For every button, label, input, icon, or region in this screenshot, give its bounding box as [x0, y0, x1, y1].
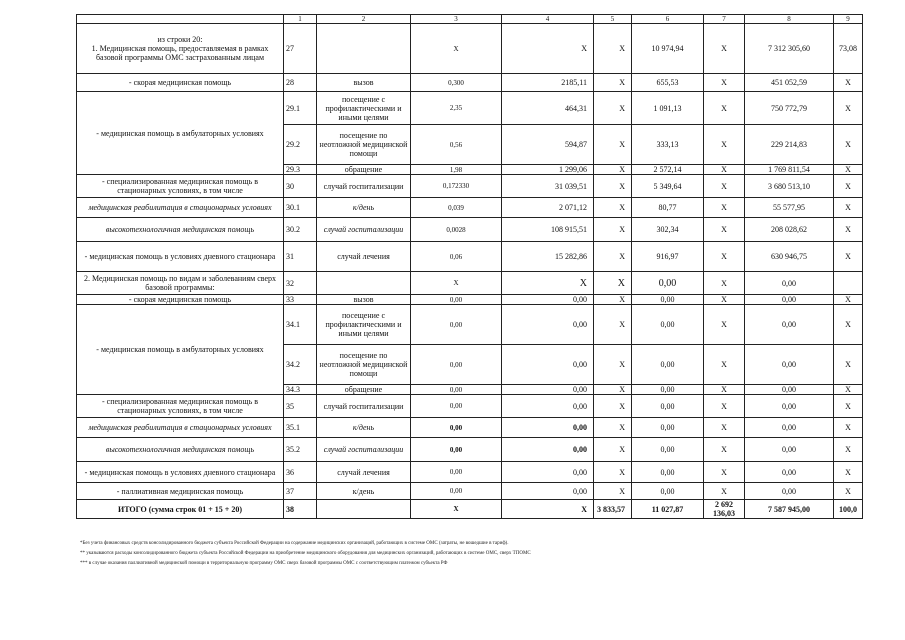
- table-cell: вызов: [317, 74, 411, 92]
- row-label-cell: - скорая медицинская помощь: [77, 74, 284, 92]
- table-cell: X: [834, 295, 863, 305]
- table-cell: 0,00: [411, 418, 502, 438]
- row-label-cell: - медицинская помощь в условиях дневного стационара: [77, 242, 284, 272]
- table-cell: X: [834, 395, 863, 418]
- table-cell: 108 915,51: [502, 218, 594, 242]
- table-cell: 0,00: [411, 438, 502, 462]
- table-row: [77, 272, 863, 295]
- table-cell: 36: [284, 462, 317, 483]
- table-cell: обращение: [317, 385, 411, 395]
- table-row: [77, 395, 863, 418]
- row-label-cell: медицинская реабилитация в стационарных условиях: [77, 198, 284, 218]
- header-col-2: 2: [317, 15, 411, 24]
- table-cell: X: [502, 500, 594, 519]
- table-cell: 11 027,87: [632, 500, 704, 519]
- table-cell: 80,77: [632, 198, 704, 218]
- table-cell: случай госпитализации: [317, 175, 411, 198]
- header-col-8: 8: [745, 15, 834, 24]
- table-cell: X: [834, 165, 863, 175]
- table-cell: 0,00: [502, 438, 594, 462]
- table-cell: 1 091,13: [632, 92, 704, 125]
- table-cell: X: [704, 24, 745, 74]
- table-cell: 0,00: [411, 345, 502, 385]
- table-cell: посещение с профилактическими и иными целями: [317, 305, 411, 345]
- table-cell: 5 349,64: [632, 175, 704, 198]
- table-row: [77, 198, 863, 218]
- table-cell: X: [502, 24, 594, 74]
- table-cell: 0,00: [745, 483, 834, 500]
- table-cell: 0,00: [411, 395, 502, 418]
- table-row: [77, 462, 863, 483]
- table-cell: X: [834, 175, 863, 198]
- table-cell: X: [704, 418, 745, 438]
- table-cell: X: [834, 92, 863, 125]
- table-cell: 0,00: [745, 295, 834, 305]
- table-cell: 7 587 945,00: [745, 500, 834, 519]
- table-cell: 0,00: [411, 305, 502, 345]
- table-cell: 2,35: [411, 92, 502, 125]
- table-cell: случай лечения: [317, 462, 411, 483]
- table-row: [77, 500, 863, 519]
- table-row: [77, 242, 863, 272]
- table-cell: 655,53: [632, 74, 704, 92]
- table-cell: к/день: [317, 418, 411, 438]
- table-cell: X: [594, 305, 632, 345]
- table-cell: 15 282,86: [502, 242, 594, 272]
- table-cell: 3 833,57: [594, 500, 632, 519]
- row-label-cell: высокотехнологичная медицинская помощь: [77, 438, 284, 462]
- table-cell: X: [594, 295, 632, 305]
- table-cell: X: [834, 438, 863, 462]
- row-label-cell: - специализированная медицинская помощь в стационарных условиях, в том числе: [77, 175, 284, 198]
- table-cell: 1 299,06: [502, 165, 594, 175]
- table-cell: 30.2: [284, 218, 317, 242]
- table-cell: [317, 24, 411, 74]
- table-cell: X: [594, 74, 632, 92]
- table-cell: случай госпитализации: [317, 438, 411, 462]
- table-cell: 0,00: [745, 345, 834, 385]
- footnote-3: *** в случае оказания паллиативной медицинской помощи в территориальную программу ОМС сверх базовой программы ОМС с соответствующим платежом субъекта РФ: [80, 561, 448, 566]
- table-cell: X: [594, 175, 632, 198]
- table-cell: 0,00: [411, 385, 502, 395]
- table-cell: X: [704, 242, 745, 272]
- table-cell: 29.3: [284, 165, 317, 175]
- table-cell: X: [704, 345, 745, 385]
- table-row: [77, 92, 863, 125]
- table-cell: посещение по неотложной медицинской помощи: [317, 345, 411, 385]
- header-col-3: 3: [411, 15, 502, 24]
- table-cell: 0,00: [632, 418, 704, 438]
- table-cell: обращение: [317, 165, 411, 175]
- table-cell: 29.2: [284, 125, 317, 165]
- table-row: [77, 24, 863, 74]
- table-cell: 7 312 305,60: [745, 24, 834, 74]
- table-cell: 0,00: [745, 462, 834, 483]
- table-cell: 0,00: [632, 385, 704, 395]
- table-cell: 0,00: [745, 305, 834, 345]
- row-label-cell: - медицинская помощь в амбулаторных условиях: [77, 92, 284, 175]
- table-cell: 2185,11: [502, 74, 594, 92]
- table-cell: X: [594, 218, 632, 242]
- table-cell: 229 214,83: [745, 125, 834, 165]
- table-cell: 10 974,94: [632, 24, 704, 74]
- table-cell: X: [704, 198, 745, 218]
- table-cell: X: [594, 483, 632, 500]
- table-cell: 0,300: [411, 74, 502, 92]
- table-cell: X: [834, 218, 863, 242]
- table-cell: X: [594, 242, 632, 272]
- table-cell: 594,87: [502, 125, 594, 165]
- table-cell: к/день: [317, 483, 411, 500]
- table-row: [77, 218, 863, 242]
- table-cell: 30: [284, 175, 317, 198]
- footnote-1: *Без учета финансовых средств консолидированного бюджета субъекта Российской Федерации на содержание медицинских организаций, работающих в системе ОМС (затраты, не вошедшие в тариф).: [80, 541, 509, 546]
- table-cell: 0,00: [745, 438, 834, 462]
- table-cell: X: [704, 295, 745, 305]
- table-cell: 35.2: [284, 438, 317, 462]
- table-cell: 0,06: [411, 242, 502, 272]
- table-row: [77, 305, 863, 345]
- table-cell: 35: [284, 395, 317, 418]
- table-cell: X: [594, 198, 632, 218]
- table-cell: 333,13: [632, 125, 704, 165]
- row-label-cell: - паллиативная медицинская помощь: [77, 483, 284, 500]
- table-cell: 0,00: [502, 385, 594, 395]
- table-cell: к/день: [317, 198, 411, 218]
- table-cell: 208 028,62: [745, 218, 834, 242]
- table-cell: 0,00: [411, 483, 502, 500]
- table-cell: [317, 500, 411, 519]
- table-cell: X: [411, 500, 502, 519]
- table-cell: 0,00: [632, 345, 704, 385]
- table-cell: 0,00: [502, 345, 594, 385]
- row-label-cell: 2. Медицинская помощь по видам и заболеваниям сверх базовой программы:: [77, 272, 284, 295]
- header-col-9: 9: [834, 15, 863, 24]
- table-cell: 38: [284, 500, 317, 519]
- table-cell: 27: [284, 24, 317, 74]
- table-cell: X: [594, 462, 632, 483]
- table-cell: 0,039: [411, 198, 502, 218]
- row-label-cell: ИТОГО (сумма строк 01 + 15 + 20): [77, 500, 284, 519]
- table-cell: 73,08: [834, 24, 863, 74]
- table-row: [77, 438, 863, 462]
- table-cell: 451 052,59: [745, 74, 834, 92]
- table-cell: 0,00: [632, 272, 704, 295]
- table-cell: X: [834, 345, 863, 385]
- table-cell: X: [704, 125, 745, 165]
- header-col-7: 7: [704, 15, 745, 24]
- table-cell: 916,97: [632, 242, 704, 272]
- table-cell: X: [704, 92, 745, 125]
- table-cell: 2 692 136,03: [704, 500, 745, 519]
- table-cell: X: [594, 165, 632, 175]
- table-cell: 302,34: [632, 218, 704, 242]
- table-cell: 0,0028: [411, 218, 502, 242]
- table-cell: 0,00: [632, 295, 704, 305]
- table-cell: 28: [284, 74, 317, 92]
- table-cell: 30.1: [284, 198, 317, 218]
- table-cell: 630 946,75: [745, 242, 834, 272]
- table-cell: X: [594, 24, 632, 74]
- table-cell: X: [594, 92, 632, 125]
- header-col-5: 5: [594, 15, 632, 24]
- table-cell: X: [704, 218, 745, 242]
- table-cell: 34.3: [284, 385, 317, 395]
- table-cell: X: [834, 385, 863, 395]
- table-cell: 0,00: [745, 418, 834, 438]
- table-cell: X: [834, 462, 863, 483]
- table-cell: 32: [284, 272, 317, 295]
- table-cell: X: [704, 385, 745, 395]
- table-cell: 33: [284, 295, 317, 305]
- table-cell: X: [411, 24, 502, 74]
- table-row: [77, 418, 863, 438]
- table-cell: 0,00: [411, 462, 502, 483]
- table-cell: 0,00: [502, 462, 594, 483]
- row-label-cell: из строки 20: 1. Медицинская помощь, предоставляемая в рамках базовой программы ОМС застрахованным лицам: [77, 24, 284, 74]
- table-cell: 0,172330: [411, 175, 502, 198]
- table-cell: 2 572,14: [632, 165, 704, 175]
- table-cell: X: [594, 125, 632, 165]
- footnote-2: ** указываются расходы консолидированного бюджета субъекта Российской Федерации на приобретение медицинского оборудования для медицинских организаций, работающих в системе ОМС, сверх ТПОМС: [80, 551, 531, 556]
- table-cell: 0,00: [502, 295, 594, 305]
- row-label-cell: - медицинская помощь в условиях дневного стационара: [77, 462, 284, 483]
- table-row: [77, 74, 863, 92]
- row-label-cell: - специализированная медицинская помощь в стационарных условиях, в том числе: [77, 395, 284, 418]
- table-cell: X: [502, 272, 594, 295]
- table-cell: 0,00: [745, 272, 834, 295]
- table-cell: X: [834, 242, 863, 272]
- table-cell: случай госпитализации: [317, 395, 411, 418]
- table-cell: 2 071,12: [502, 198, 594, 218]
- row-label-cell: - скорая медицинская помощь: [77, 295, 284, 305]
- table-row: [77, 483, 863, 500]
- table-cell: X: [834, 198, 863, 218]
- table-cell: 29.1: [284, 92, 317, 125]
- table-cell: 31 039,51: [502, 175, 594, 198]
- table-cell: 34.2: [284, 345, 317, 385]
- table-cell: вызов: [317, 295, 411, 305]
- cost-table: [76, 14, 863, 519]
- table-cell: 0,00: [632, 483, 704, 500]
- table-cell: 0,00: [502, 483, 594, 500]
- table-cell: 0,56: [411, 125, 502, 165]
- table-cell: 464,31: [502, 92, 594, 125]
- table-cell: 100,0: [834, 500, 863, 519]
- table-cell: 1,98: [411, 165, 502, 175]
- table-cell: 0,00: [632, 305, 704, 345]
- table-cell: X: [704, 272, 745, 295]
- header-col-6: 6: [632, 15, 704, 24]
- table-cell: X: [834, 305, 863, 345]
- row-label-cell: медицинская реабилитация в стационарных условиях: [77, 418, 284, 438]
- table-cell: X: [594, 272, 632, 295]
- table-cell: 750 772,79: [745, 92, 834, 125]
- table-cell: посещение с профилактическими и иными целями: [317, 92, 411, 125]
- table-cell: 55 577,95: [745, 198, 834, 218]
- table-row: [77, 295, 863, 305]
- table-cell: 0,00: [502, 418, 594, 438]
- table-cell: X: [704, 483, 745, 500]
- table-cell: 3 680 513,10: [745, 175, 834, 198]
- table-cell: [317, 272, 411, 295]
- table-cell: 0,00: [745, 395, 834, 418]
- table-cell: 0,00: [502, 395, 594, 418]
- table-cell: X: [834, 418, 863, 438]
- table-cell: X: [594, 395, 632, 418]
- table-cell: 1 769 811,54: [745, 165, 834, 175]
- table-cell: 0,00: [745, 385, 834, 395]
- table-cell: 31: [284, 242, 317, 272]
- table-cell: X: [594, 438, 632, 462]
- table-cell: случай госпитализации: [317, 218, 411, 242]
- table-cell: 37: [284, 483, 317, 500]
- table-cell: [834, 272, 863, 295]
- table-cell: 0,00: [502, 305, 594, 345]
- header-blank-cell: [77, 15, 284, 24]
- table-cell: X: [704, 462, 745, 483]
- table-cell: X: [411, 272, 502, 295]
- table-cell: X: [704, 438, 745, 462]
- table-cell: 0,00: [632, 462, 704, 483]
- table-cell: X: [834, 483, 863, 500]
- table-cell: 0,00: [632, 395, 704, 418]
- table-cell: 0,00: [632, 438, 704, 462]
- header-col-4: 4: [502, 15, 594, 24]
- table-cell: X: [704, 175, 745, 198]
- table-cell: случай лечения: [317, 242, 411, 272]
- table-cell: 0,00: [411, 295, 502, 305]
- table-cell: X: [834, 125, 863, 165]
- row-label-cell: - медицинская помощь в амбулаторных условиях: [77, 305, 284, 395]
- header-col-1: 1: [284, 15, 317, 24]
- table-cell: X: [594, 345, 632, 385]
- table-cell: 35.1: [284, 418, 317, 438]
- table-cell: X: [704, 395, 745, 418]
- table-cell: X: [704, 165, 745, 175]
- table-cell: X: [704, 305, 745, 345]
- table-cell: 34.1: [284, 305, 317, 345]
- row-label-cell: высокотехнологичная медицинская помощь: [77, 218, 284, 242]
- table-cell: X: [704, 74, 745, 92]
- table-cell: X: [834, 74, 863, 92]
- table-cell: посещение по неотложной медицинской помощи: [317, 125, 411, 165]
- table-cell: X: [594, 385, 632, 395]
- header-row: [77, 15, 863, 24]
- table-cell: X: [594, 418, 632, 438]
- table-row: [77, 175, 863, 198]
